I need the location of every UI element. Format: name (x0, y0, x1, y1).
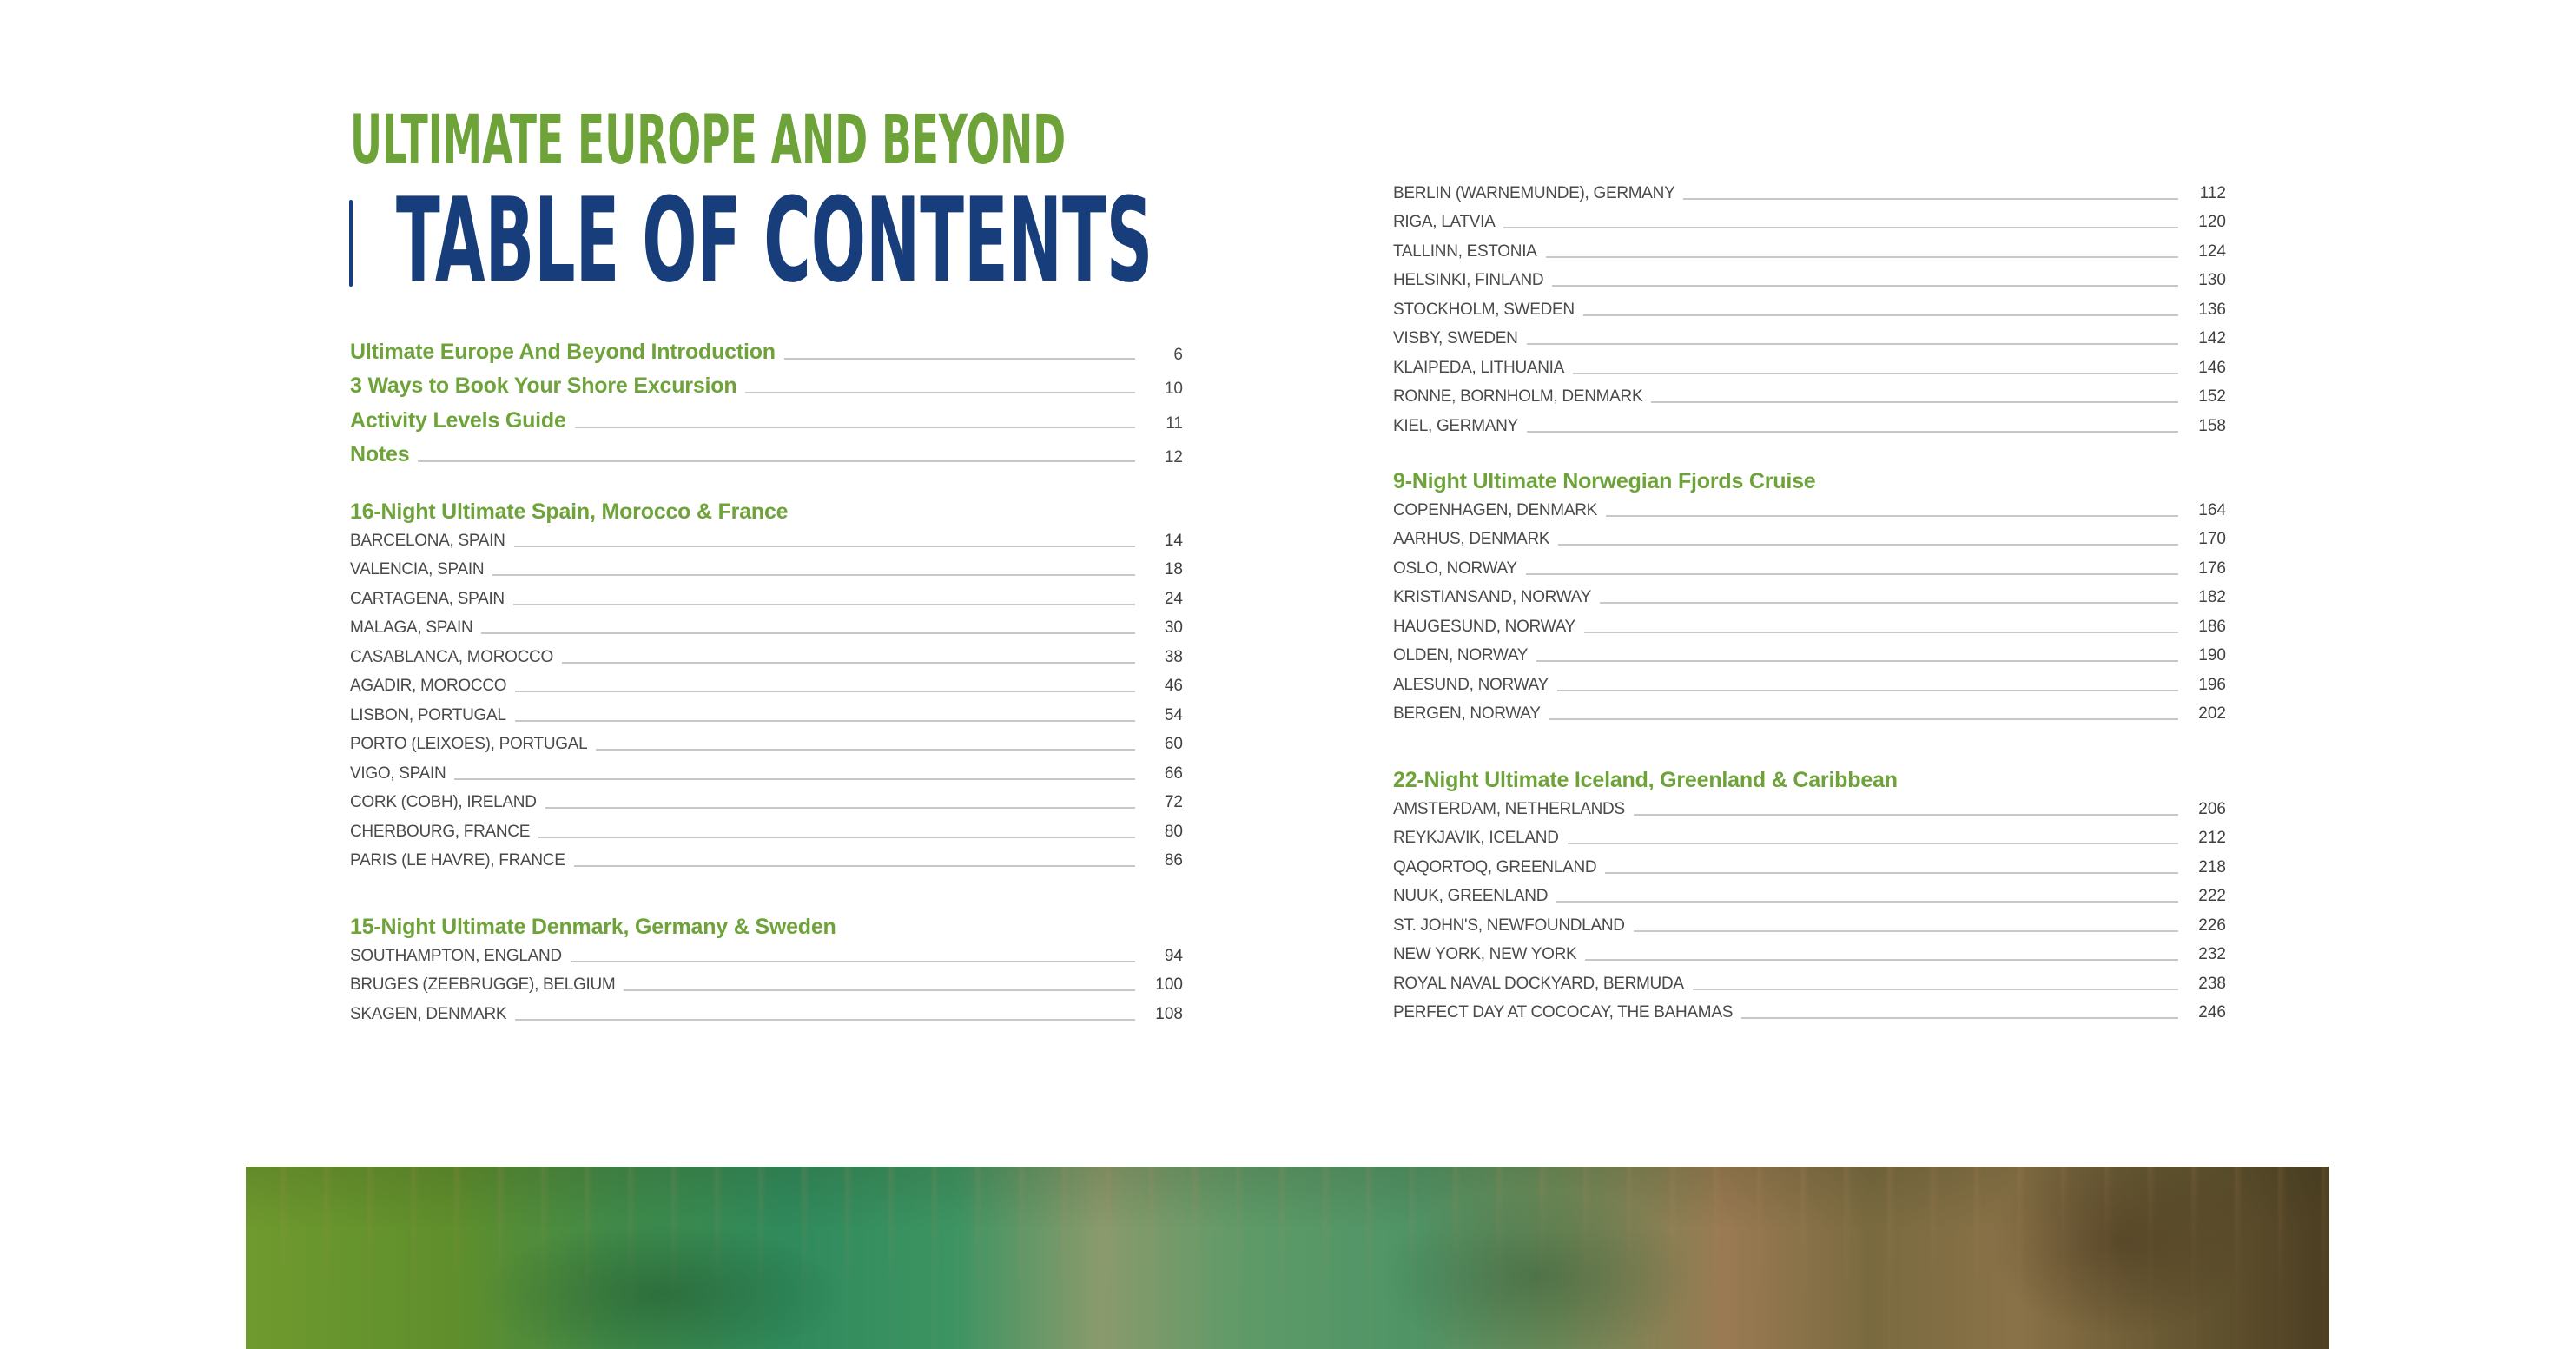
leader-line (1503, 227, 2178, 228)
toc-entry-page: 108 (1155, 1004, 1183, 1023)
toc-entry-page: 94 (1164, 946, 1183, 965)
toc-entry[interactable] (1393, 174, 2226, 203)
toc-entry[interactable] (350, 842, 1183, 871)
brochure-subtitle: ULTIMATE EUROPE AND BEYOND (350, 102, 1067, 180)
toc-entry[interactable] (1393, 549, 2226, 579)
toc-entry[interactable] (1393, 320, 2226, 349)
toc-entry-label: PERFECT DAY AT COCOCAY, THE BAHAMAS (1393, 1003, 1734, 1022)
toc-entry-label: COPENHAGEN, DENMARK (1393, 500, 1598, 519)
toc-entry-notes[interactable] (350, 433, 1183, 468)
toc-entry[interactable] (350, 936, 1183, 966)
leader-line (1634, 930, 2178, 932)
toc-entry[interactable] (350, 754, 1183, 784)
leader-line (513, 604, 1135, 605)
toc-entry[interactable] (350, 784, 1183, 813)
toc-entry-label: CARTAGENA, SPAIN (350, 589, 505, 608)
toc-entry-page: 246 (2198, 1003, 2226, 1022)
toc-entry-page: 170 (2198, 530, 2226, 548)
leader-line (515, 691, 1135, 692)
toc-entry-page: 80 (1164, 822, 1183, 841)
leader-line (454, 778, 1135, 780)
toc-entry-label: BRUGES (ZEEBRUGGE), BELGIUM (350, 975, 616, 994)
leader-line (1585, 959, 2178, 961)
toc-entry-label: NEW YORK, NEW YORK (1393, 945, 1577, 963)
toc-entry-page: 120 (2198, 213, 2226, 231)
toc-entry[interactable] (1393, 877, 2226, 907)
leader-line (575, 427, 1135, 428)
leader-line (1527, 343, 2178, 345)
toc-entry[interactable] (1393, 607, 2226, 637)
toc-entry-page: 218 (2198, 857, 2226, 876)
toc-entry-page: 100 (1155, 975, 1183, 994)
toc-entry[interactable] (1393, 290, 2226, 320)
section-heading: 22-Night Ultimate Iceland, Greenland & Caribbean (1393, 768, 1898, 792)
toc-entry-page: 222 (2198, 887, 2226, 905)
toc-entry-page: 11 (1166, 413, 1183, 433)
toc-entry-label: AMSTERDAM, NETHERLANDS (1393, 799, 1625, 818)
toc-entry-page: 232 (2198, 945, 2226, 963)
toc-entry[interactable] (1393, 848, 2226, 877)
toc-entry-label: STOCKHOLM, SWEDEN (1393, 300, 1575, 319)
toc-entry-label: RONNE, BORNHOLM, DENMARK (1393, 387, 1643, 406)
toc-entry[interactable] (350, 966, 1183, 995)
leader-line (538, 837, 1135, 838)
leader-line (1606, 515, 2178, 517)
leader-line (745, 392, 1135, 393)
toc-entry-page: 196 (2198, 675, 2226, 694)
toc-entry-page: 206 (2198, 799, 2226, 818)
toc-entry-label: CHERBOURG, FRANCE (350, 822, 531, 841)
toc-entry[interactable] (1393, 637, 2226, 666)
toc-entry-page: 86 (1164, 851, 1183, 870)
toc-entry[interactable] (1393, 407, 2226, 436)
toc-entry-page: 190 (2198, 646, 2226, 665)
toc-entry-page: 6 (1173, 345, 1183, 364)
leader-line (1556, 901, 2178, 903)
toc-entry-page: 186 (2198, 617, 2226, 636)
section-entries (1393, 790, 2226, 1022)
toc-entry-page: 158 (2198, 416, 2226, 435)
toc-entry-label: ALESUND, NORWAY (1393, 675, 1549, 694)
toc-entry-label: LISBON, PORTUGAL (350, 705, 506, 724)
toc-entry-label: KIEL, GERMANY (1393, 416, 1518, 435)
toc-entry-introduction[interactable] (350, 330, 1183, 365)
toc-entry-label: NUUK, GREENLAND (1393, 887, 1549, 905)
toc-entry-label: CORK (COBH), IRELAND (350, 793, 537, 811)
toc-entry-label: KRISTIANSAND, NORWAY (1393, 588, 1592, 606)
leader-line (562, 662, 1135, 664)
toc-entry-label: CASABLANCA, MOROCCO (350, 647, 553, 666)
toc-entry-page: 60 (1164, 735, 1183, 753)
section-22-night (1393, 755, 2226, 1022)
section-16-night (350, 486, 1183, 870)
toc-entry-label: KLAIPEDA, LITHUANIA (1393, 358, 1565, 377)
leader-line (1573, 373, 2178, 374)
toc-entry[interactable] (1393, 695, 2226, 724)
leader-line (545, 807, 1135, 809)
leader-line (1600, 602, 2178, 604)
toc-entry-label: TALLINN, ESTONIA (1393, 241, 1537, 261)
toc-entry-book-shore-excursion[interactable] (350, 365, 1183, 400)
toc-entry[interactable] (1393, 994, 2226, 1023)
toc-entry[interactable] (350, 812, 1183, 842)
toc-entry-page: 124 (2198, 241, 2226, 261)
toc-entry-page: 142 (2198, 329, 2226, 347)
cave-grotto-photo (246, 1167, 2329, 1349)
leader-line (481, 632, 1135, 634)
toc-entry-page: 112 (2199, 183, 2226, 202)
toc-entry-label: QAQORTOQ, GREENLAND (1393, 857, 1597, 876)
section-entries (350, 936, 1183, 1024)
section-15-night (350, 902, 1183, 1024)
toc-entry-page: 72 (1164, 793, 1183, 811)
toc-entry[interactable] (1393, 906, 2226, 936)
leader-line (515, 720, 1135, 722)
toc-entry-label: PORTO (LEIXOES), PORTUGAL (350, 735, 588, 753)
section-15-night-continued (1393, 174, 2226, 436)
leader-line (1693, 989, 2178, 990)
toc-entry-label: 3 Ways to Book Your Shore Excursion (350, 374, 737, 398)
section-9-night (1393, 456, 2226, 724)
toc-entry[interactable] (1393, 819, 2226, 849)
toc-entry-activity-levels[interactable] (350, 399, 1183, 433)
leader-line (1634, 814, 2178, 816)
toc-entry-label: Ultimate Europe And Beyond Introduction (350, 339, 776, 364)
toc-entry-page: 136 (2198, 300, 2226, 319)
section-heading: 16-Night Ultimate Spain, Morocco & France (350, 499, 789, 524)
toc-entry[interactable] (1393, 203, 2226, 233)
section-heading: 9-Night Ultimate Norwegian Fjords Cruise (1393, 469, 1816, 493)
leader-line (1605, 872, 2178, 874)
toc-entry-label: VISBY, SWEDEN (1393, 329, 1518, 347)
toc-entry-page: 10 (1164, 380, 1183, 398)
toc-entry-page: 12 (1164, 448, 1183, 466)
toc-entry[interactable] (350, 667, 1183, 697)
toc-entry-page: 130 (2198, 271, 2226, 289)
toc-entry-label: MALAGA, SPAIN (350, 618, 473, 637)
leader-line (574, 865, 1135, 867)
page-title: TABLE OF CONTENTS (396, 173, 1153, 308)
toc-entry-page: 30 (1164, 618, 1183, 637)
leader-line (418, 460, 1135, 462)
leader-line (1557, 690, 2178, 691)
leader-line (514, 546, 1135, 547)
toc-entry-label: BERLIN (WARNEMUNDE), GERMANY (1393, 183, 1675, 202)
toc-entry-label: BARCELONA, SPAIN (350, 531, 505, 550)
toc-entry-label: AARHUS, DENMARK (1393, 530, 1550, 548)
leader-line (624, 989, 1135, 991)
toc-entry-page: 164 (2198, 500, 2226, 519)
toc-entry-label: VIGO, SPAIN (350, 764, 446, 783)
toc-entry[interactable] (350, 551, 1183, 580)
toc-entry-page: 18 (1164, 560, 1183, 579)
section-heading: 15-Night Ultimate Denmark, Germany & Sweden (350, 915, 836, 939)
toc-entry-label: RIGA, LATVIA (1393, 213, 1496, 231)
toc-entry-label: Activity Levels Guide (350, 407, 566, 433)
section-entries (350, 521, 1183, 870)
toc-entry[interactable] (350, 725, 1183, 755)
toc-entry[interactable] (350, 609, 1183, 638)
section-entries (1393, 491, 2226, 724)
toc-entry-page: 146 (2198, 358, 2226, 377)
leader-line (784, 358, 1135, 360)
leader-line (515, 1019, 1135, 1021)
toc-entry-label: ROYAL NAVAL DOCKYARD, BERMUDA (1393, 974, 1684, 993)
toc-entry-label: SKAGEN, DENMARK (350, 1004, 507, 1023)
leader-line (1546, 256, 2178, 258)
leader-line (1549, 718, 2178, 720)
toc-entry[interactable] (1393, 520, 2226, 550)
toc-entry-page: 66 (1164, 764, 1183, 783)
leader-line (1584, 632, 2178, 633)
leader-line (1741, 1017, 2178, 1019)
leader-line (1683, 198, 2178, 200)
leader-line (1651, 401, 2178, 403)
toc-entry-label: OLDEN, NORWAY (1393, 646, 1529, 665)
intro-list (350, 330, 1183, 467)
toc-entry-label: BERGEN, NORWAY (1393, 704, 1541, 723)
toc-entry-label: VALENCIA, SPAIN (350, 560, 485, 579)
toc-entry-page: 182 (2198, 588, 2226, 606)
leader-line (596, 749, 1135, 751)
toc-entry-page: 24 (1164, 589, 1183, 608)
toc-entry-page: 38 (1164, 647, 1183, 666)
toc-entry[interactable] (1393, 491, 2226, 520)
leader-line (571, 961, 1135, 962)
toc-entry[interactable] (1393, 936, 2226, 965)
toc-entry-page: 152 (2198, 387, 2226, 406)
toc-entry-page: 226 (2198, 916, 2226, 935)
toc-entry-label: Notes (350, 442, 410, 466)
toc-entry-page: 176 (2198, 559, 2226, 578)
toc-entry-label: HELSINKI, FINLAND (1393, 271, 1544, 289)
title-accent-bar (349, 200, 353, 287)
toc-entry-page: 14 (1164, 531, 1183, 550)
toc-entry-label: ST. JOHN'S, NEWFOUNDLAND (1393, 916, 1625, 935)
leader-line (1583, 314, 2178, 316)
toc-entry-label: SOUTHAMPTON, ENGLAND (350, 946, 562, 965)
toc-entry-page: 212 (2198, 829, 2226, 847)
leader-line (1552, 285, 2178, 287)
toc-entry[interactable] (1393, 348, 2226, 378)
leader-line (1526, 573, 2178, 575)
toc-entry-label: REYKJAVIK, ICELAND (1393, 829, 1559, 847)
toc-entry-page: 202 (2198, 704, 2226, 723)
toc-entry-page: 46 (1164, 677, 1183, 695)
leader-line (1536, 660, 2178, 662)
toc-entry[interactable] (1393, 665, 2226, 695)
leader-line (1568, 843, 2178, 844)
toc-entry-label: AGADIR, MOROCCO (350, 677, 507, 695)
leader-line (1558, 544, 2178, 546)
toc-entry[interactable] (350, 995, 1183, 1024)
toc-entry[interactable] (350, 579, 1183, 609)
toc-entry[interactable] (350, 696, 1183, 725)
toc-entry[interactable] (1393, 790, 2226, 819)
toc-entry[interactable] (1393, 261, 2226, 291)
toc-entry-page: 54 (1164, 705, 1183, 724)
toc-entry[interactable] (1393, 378, 2226, 407)
leader-line (1527, 431, 2178, 433)
toc-entry-label: HAUGESUND, NORWAY (1393, 617, 1575, 636)
toc-entry-label: PARIS (LE HAVRE), FRANCE (350, 851, 565, 870)
toc-entry[interactable] (350, 521, 1183, 551)
toc-entry[interactable] (1393, 964, 2226, 994)
toc-entry[interactable] (1393, 232, 2226, 261)
photo-shading (246, 1167, 2329, 1349)
toc-entry[interactable] (350, 638, 1183, 667)
toc-entry-page: 238 (2198, 974, 2226, 993)
toc-entry[interactable] (1393, 579, 2226, 608)
leader-line (492, 574, 1135, 576)
toc-entry-label: OSLO, NORWAY (1393, 559, 1517, 578)
